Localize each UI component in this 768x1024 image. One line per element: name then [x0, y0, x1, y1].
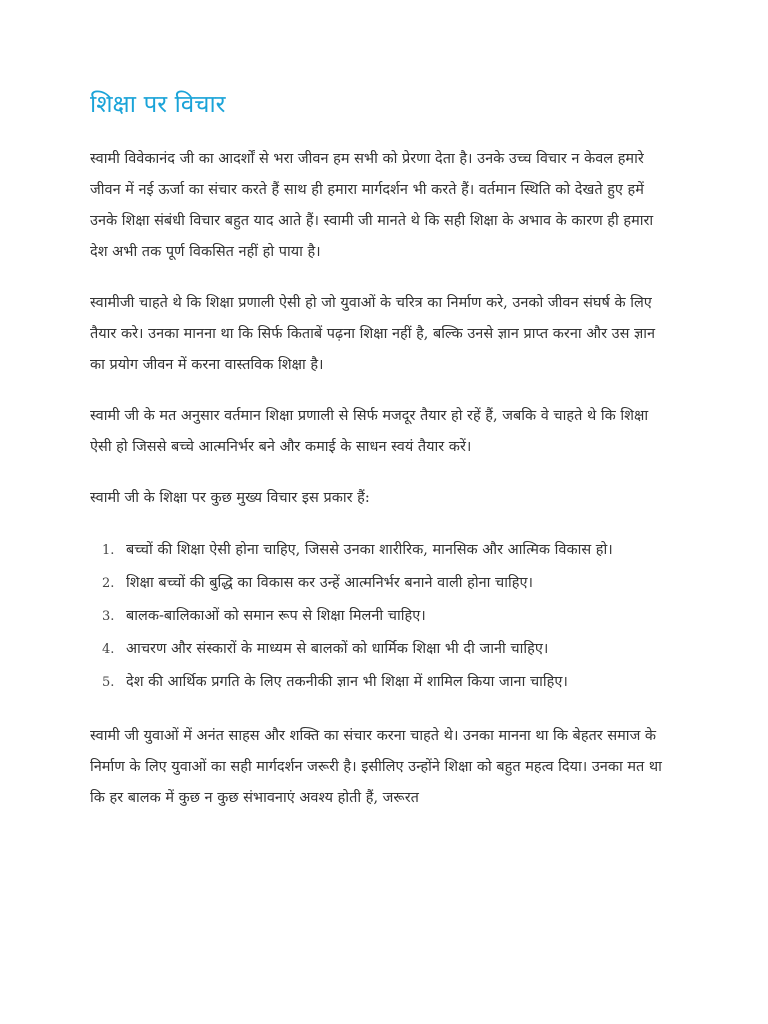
list-item [90, 600, 672, 633]
list-number: 4. [102, 642, 115, 657]
list-item [90, 633, 672, 666]
list-item-text: शिक्षा बच्चों की बुद्धि का विकास कर उन्हें आत्मनिर्भर बनाने वाली होना चाहिए। [126, 575, 533, 591]
list-item [90, 534, 672, 567]
list-item-text: देश की आर्थिक प्रगति के लिए तकनीकी ज्ञान भी शिक्षा में शामिल किया जाना चाहिए। [126, 674, 568, 690]
paragraph-education-system: स्वामीजी चाहते थे कि शिक्षा प्रणाली ऐसी हो जो युवाओं के चरित्र का निर्माण करे, उनको जीवन संघर्ष के लिए तैयार करे। उनका मानना था कि सिर्फ किताबें पढ़ना शिक्षा नहीं है, बल्कि उनसे ज्ञान प्राप्त करना और उस ज्ञान का प्रयोग जीवन में करना वास्तविक शिक्षा है। [90, 295, 656, 373]
list-item-text: बालक-बालिकाओं को समान रूप से शिक्षा मिलनी चाहिए। [126, 608, 426, 624]
paragraph-current-system: स्वामी जी के मत अनुसार वर्तमान शिक्षा प्रणाली से सिर्फ मजदूर तैयार हो रहें हैं, जबकि वे चाहते थे कि शिक्षा ऐसी हो जिससे बच्चे आत्मनिर्भर बने और कमाई के साधन स्वयं तैयार करें। [90, 408, 649, 455]
list-number: 5. [102, 675, 115, 690]
list-number: 2. [102, 576, 115, 591]
paragraph-youth: स्वामी जी युवाओं में अनंत साहस और शक्ति का संचार करना चाहते थे। उनका मानना था कि बेहतर समाज के निर्माण के लिए युवाओं का सही मार्गदर्शन जरूरी है। इसीलिए उन्होंने शिक्षा को बहुत महत्व दिया। उनका मत था कि हर बालक में कुछ न कुछ संभावनाएं अवश्य होती हैं, जरूरत [90, 728, 662, 806]
list-item [90, 567, 672, 600]
paragraph-list-intro: स्वामी जी के शिक्षा पर कुछ मुख्य विचार इस प्रकार हैं: [90, 490, 370, 506]
list-item-text: आचरण और संस्कारों के माध्यम से बालकों को धार्मिक शिक्षा भी दी जानी चाहिए। [126, 641, 549, 657]
list-item [90, 666, 672, 699]
ideas-list [90, 534, 672, 699]
list-number: 3. [102, 609, 115, 624]
paragraph-intro: स्वामी विवेकानंद जी का आदर्शों से भरा जीवन हम सभी को प्रेरणा देता है। उनके उच्च विचार न केवल हमारे जीवन में नई ऊर्जा का संचार करते हैं साथ ही हमारा मार्गदर्शन भी करते हैं। वर्तमान स्थिति को देखते हुए हमें उनके शिक्षा संबंधी विचार बहुत याद आते हैं। स्वामी जी मानते थे कि सही शिक्षा के अभाव के कारण ही हमारा देश अभी तक पूर्ण विकसित नहीं हो पाया है। [90, 151, 654, 260]
list-item-text: बच्चों की शिक्षा ऐसी होना चाहिए, जिससे उनका शारीरिक, मानसिक और आत्मिक विकास हो। [126, 542, 613, 558]
document-title: शिक्षा पर विचार [90, 90, 226, 118]
list-number: 1. [102, 543, 115, 558]
